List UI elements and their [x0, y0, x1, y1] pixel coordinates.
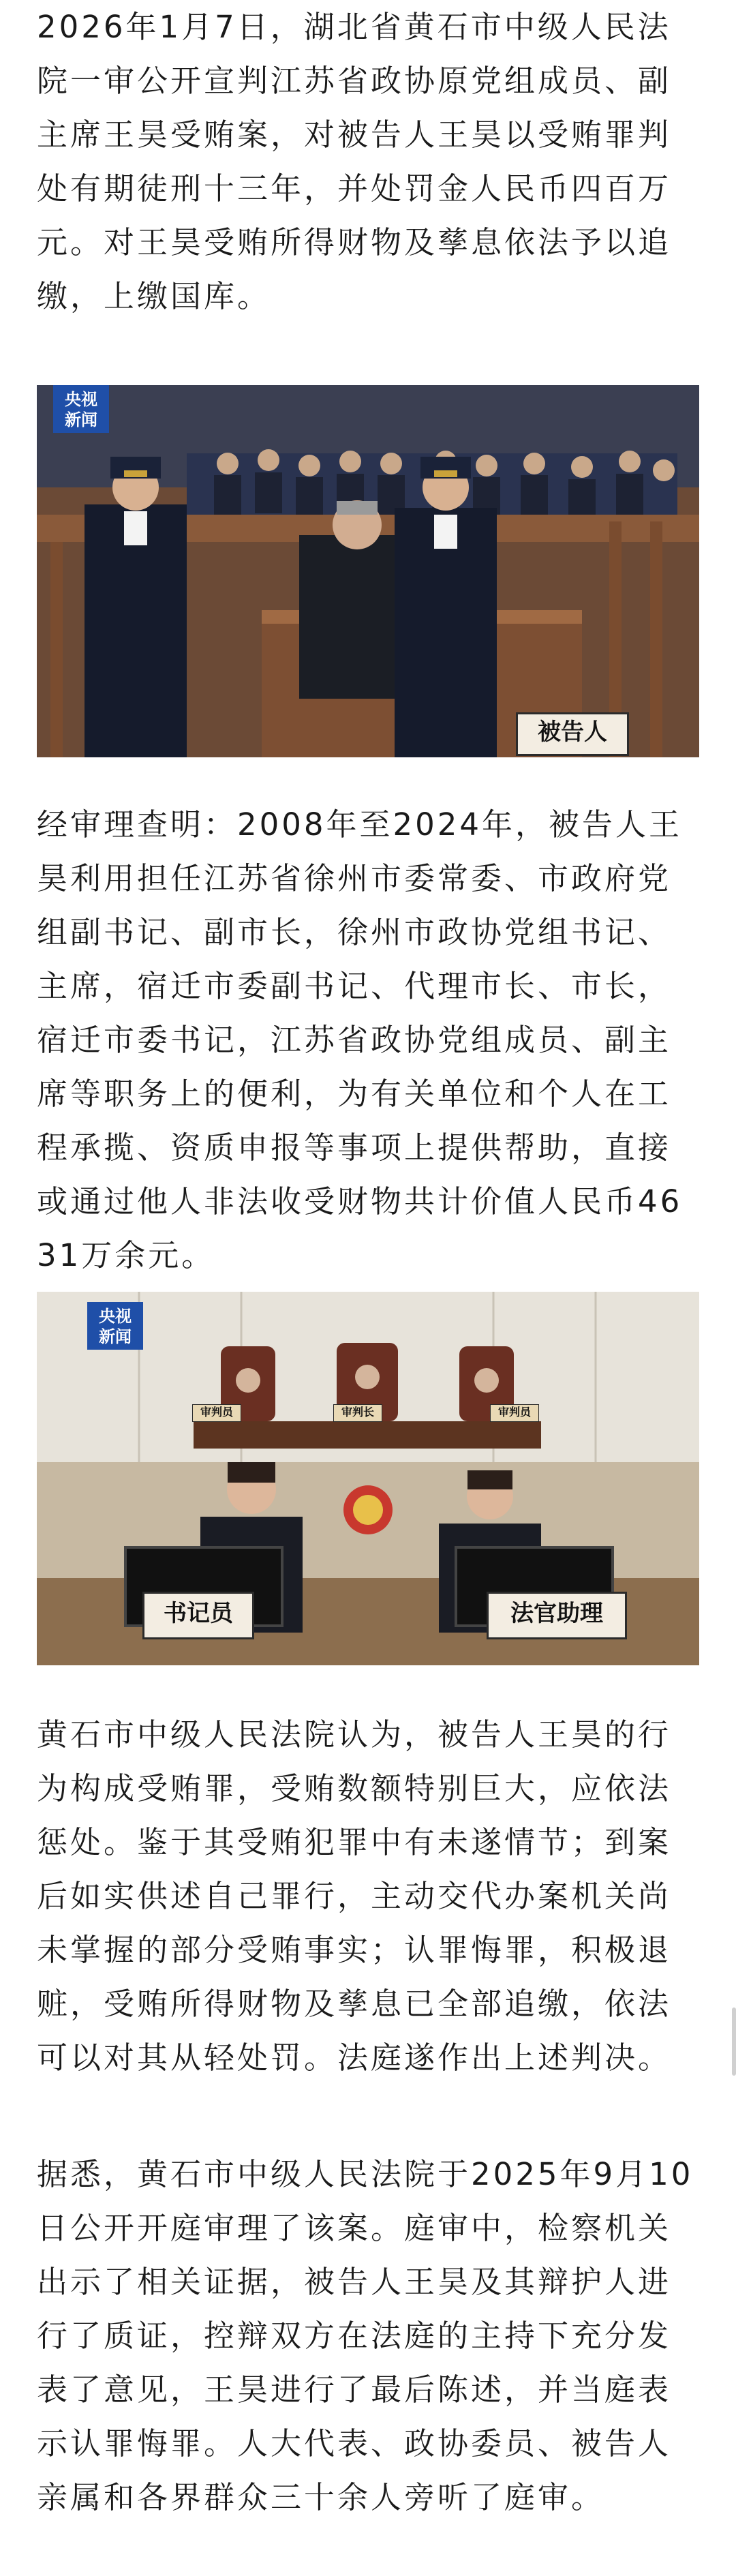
courtroom-defendant-photo: [37, 385, 699, 757]
judge-assistant-placard: 法官助理: [487, 1592, 627, 1639]
logo-line-2: 新闻: [99, 1327, 132, 1346]
bench-sign-right: 审判员: [490, 1404, 539, 1422]
article-paragraph-4: 据悉，黄石市中级人民法院于2025年9月10日公开开庭审理了该案。庭审中，检察机关出示了相关证据，被告人王昊及其辩护人进行了质证，控辩双方在法庭的主持下充分发表了意见，王昊进行了最后陈述，并当庭表示认罪悔罪。人大代表、政协委员、被告人亲属和各界群众三十余人旁听了庭审。: [37, 2156, 694, 2515]
scrollbar[interactable]: [732, 2007, 736, 2076]
article-paragraph-2: 经审理查明：2008年至2024年，被告人王昊利用担任江苏省徐州市委常委、市政府党组副书记、副市长，徐州市政协党组书记、主席，宿迁市委副书记、代理市长、市长，宿迁市委书记，江苏省政协党组成员、副主席等职务上的便利，为有关单位和个人在工程承揽、资质申报等事项上提供帮助，直接或通过他人非法收受财物共计价值人民币4631万余元。: [37, 806, 683, 1273]
logo-line-1: 央视: [99, 1307, 132, 1326]
defendant-placard: 被告人: [516, 712, 629, 756]
article-paragraph-1: 2026年1月7日，湖北省黄石市中级人民法院一审公开宣判江苏省政协原党组成员、副主席王昊受贿案，对被告人王昊以受贿罪判处有期徒刑十三年，并处罚金人民币四百万元。对王昊受贿所得财物及孳息依法予以追缴，上缴国库。: [37, 9, 672, 314]
logo-line-2: 新闻: [65, 410, 97, 429]
cctv-news-logo: [53, 385, 109, 433]
clerk-placard: 书记员: [142, 1592, 254, 1639]
bench-sign-center: 审判长: [333, 1404, 382, 1422]
cctv-news-logo: [87, 1302, 143, 1350]
logo-line-1: 央视: [65, 390, 97, 409]
bench-sign-left: 审判员: [192, 1404, 241, 1422]
article-paragraph-3: 黄石市中级人民法院认为，被告人王昊的行为构成受贿罪，受贿数额特别巨大，应依法惩处。鉴于其受贿犯罪中有未遂情节；到案后如实供述自己罪行，主动交代办案机关尚未掌握的部分受贿事实；认罪悔罪，积极退赃，受贿所得财物及孳息已全部追缴，依法可以对其从轻处罚。法庭遂作出上述判决。: [37, 1716, 672, 2076]
courtroom-bench-photo: [37, 1292, 699, 1665]
